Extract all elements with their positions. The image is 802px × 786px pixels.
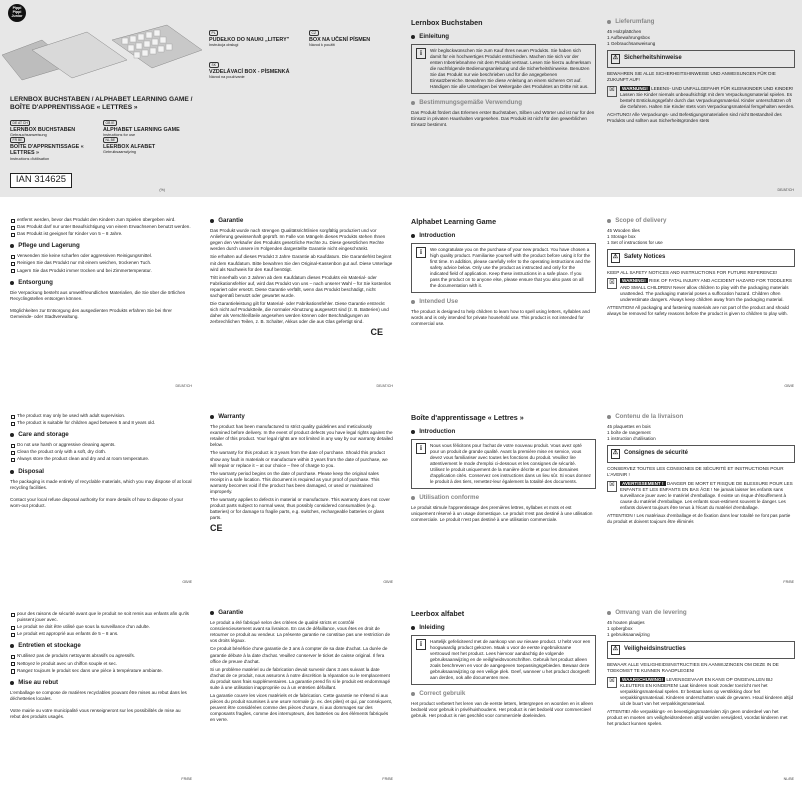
cover-lang-nl: NL BE LEERBOX ALFABET Gebruiksaanwijzing xyxy=(103,138,156,155)
de-disposal-1: Die Verpackung besteht aus umweltfreundlichen Materialien, die Sie über die örtlichen Recyclingstellen entsorgen können. xyxy=(10,289,186,301)
gb-warranty-4: The warranty applies to defects in material or manufacture. This warranty does not cover product parts subject to normal wear, thus possibly considered consumables (e.g. batteries) or for damage to fragile parts, e.g. switches, rechargeable batteries or glass parts. xyxy=(210,496,390,521)
fr-safety-heading: ⚠ Consignes de sécurité xyxy=(607,445,795,463)
nl-warning: ☒ WAARSCHUWING! LEVENSGEVAAR EN KANS OP ONGEVALLEN BIJ KLEUTERS EN KINDEREN! Laat kinderen nooit zonder toezicht met het verpakkingsmateriaal spelen. Er bestaat kans op verstikking door het verpakkingsmateriaal. Kinderen onderschatten vaak de gevaren. Houd kinderen altijd uit de buurt van het verpakkingsmateriaal. xyxy=(607,677,795,707)
ian-number: IAN 314625 xyxy=(10,173,72,188)
gb-warranty-2: The warranty for this product is 3 years from the date of purchase. Should this product show any fault in materials or manufacture within 3 years from the date of purchase, we will repair or replace it – at our choice – free of charge to you. xyxy=(210,450,388,468)
de-warranty-4: Die Garantieleistung gilt für Material- oder Fabrikationsfehler. Diese Garantie erstreckt sich nicht auf Produktteile, die normaler Abnutzung ausgesetzt sind (z. B. Batterien) und daher als Verschleißteile angesehen werden können oder Beschädigungen an zerbrechlichen Teilen, z. B. Schalter, Akkus oder die aus Glas gefertigt sind. xyxy=(210,300,389,325)
nl-title: Leerbox alfabet xyxy=(411,609,465,618)
cover-panel xyxy=(0,0,401,197)
de-footer-1: DE/AT/CH xyxy=(777,188,794,193)
fr-attention: ATTENTION ! Les matériaux d'emballage et de fixation dans leur totalité ne font pas partie du produit et doivent toujours être éliminés xyxy=(607,512,791,524)
nl-page-1 xyxy=(401,589,802,786)
de-warning: ☒ WARNUNG! LEBENS- UND UNFALLGEFAHR FÜR KLEINKINDER UND KINDER! Lassen Sie Kinder niemals unbeaufsichtigt mit dem Verpackungsmaterial spielen. Es besteht Erstickungsgefahr durch das Verpackungsmaterial. Kinder unterschätzen oft die Gefahren. Halten Sie Kinder stets vom Verpackungsmaterial ferngehalten werden. xyxy=(607,86,795,110)
de-scope-heading: Lieferumfang xyxy=(607,18,795,26)
cover-main-title: LERNBOX BUCHSTABEN / ALPHABET LEARNING GAME / BOÎTE D'APPRENTISSAGE « LETTRES » xyxy=(10,96,193,111)
info-icon: i xyxy=(416,639,426,650)
de-footer-3: DE/AT/CH xyxy=(376,384,393,389)
de-care-list: Verwenden Sie keine scharfen oder aggressiven Reinigungsmittel. Reinigen Sie das Produkt nur mit einem weichen, trockenen Tuch. Lagern Sie das Produkt immer trocken und bei Zimmertemperatur. xyxy=(10,253,192,273)
de-disposal-2: Möglichkeiten zur Entsorgung des ausgedienten Produkts erfahren Sie bei Ihrer Gemeinde- oder Stadtverwaltung. xyxy=(10,307,172,319)
gb-care-heading: Care and storage xyxy=(10,431,192,439)
fr-care-list: N'utilisez pas de produits nettoyants abrasifs ou agressifs. Nettoyez le produit avec un chiffon souple et sec. Rangez toujours le produit sec dans une pièce à température ambiante. xyxy=(10,653,192,673)
gb-disposal-1: The packaging is made entirely of recyclable materials, which you may dispose of at local recycling facilities. xyxy=(10,478,192,490)
fr-page-1 xyxy=(401,393,802,589)
fr-use-text: Le produit stimule l'apprentissage des premières lettres, syllabes et mots et est uniquement réservé à un usage domestique. Le produit n'est pas destiné à une utilisation commerciale. Le produit n'est pas destiné à une utilisation commerciale. xyxy=(411,505,593,523)
gb-attention: ATTENTION! All packaging and fastening materials are not part of the product and should always be removed for safety reasons before the product is given to children to play with. xyxy=(607,304,789,316)
fr-safety-keep: CONSERVEZ TOUTES LES CONSIGNES DE SÉCURITÉ ET INSTRUCTIONS POUR L'AVENIR ! xyxy=(607,466,784,478)
gb-warning: ☒ WARNING! RISK OF FATAL INJURY AND ACCIDENT HAZARD FOR TODDLERS AND SMALL CHILDREN! Never allow children to play with the packaging materials unattended. The packaging material poses a suffocation hazard. Children often underestimate dangers. Always keep children away from the packaging material. xyxy=(607,278,795,302)
de-footer-2: DE/AT/CH xyxy=(175,384,192,389)
gb-page-3 xyxy=(200,393,401,589)
de-disposal-heading: Entsorgung xyxy=(10,279,192,287)
fr-disposal-1: L'emballage se compose de matières recyclables pouvant être mises au rebut dans les déchetteries locales. xyxy=(10,689,187,701)
fr-scope-list: 45 plaquettes en bois 1 boîte de rangement 1 instruction d'utilisation xyxy=(607,424,656,442)
fr-page-2 xyxy=(0,589,200,786)
nl-safety-keep: BEWAAR ALLE VEILIGHEIDSINSTRUCTIES EN AANWIJZINGEN OM DEZE IN DE TOEKOMST TE KUNNEN RAADPLEGEN! xyxy=(607,662,779,674)
nl-scope-list: 45 houten plaatjes 1 opbergbox 1 gebruiksaanwijzing xyxy=(607,620,650,638)
child-warning-icon: ☒ xyxy=(607,278,617,289)
warning-icon: ⚠ xyxy=(611,645,620,655)
gb-safety-keep: KEEP ALL SAFETY NOTICES AND INSTRUCTIONS FOR FUTURE REFERENCE! xyxy=(607,270,778,276)
gb-footer-1: GB/IE xyxy=(784,384,794,389)
de-safety-keep: BEWAHREN SIE ALLE SICHERHEITSHINWEISE UND ANWEISUNGEN FÜR DIE ZUKUNFT AUF! xyxy=(607,71,776,83)
fr-care-heading: Entretien et stockage xyxy=(10,642,192,650)
fr-warranty-1: Le produit a été fabriqué selon des critères de qualité stricts et contrôlé consciencieusement avant sa livraison. En cas de défaillance, vous êtes en droit de retourner ce produit au vendeur. La présente garantie ne constitue pas une restriction de vos droits légaux. xyxy=(210,620,391,644)
gb-footer-2: GB/IE xyxy=(182,580,192,585)
fr-intro-box: i Nous vous félicitons pour l'achat de votre nouveau produit. Vous avez opté pour un produit de grande qualité. Avant la première mise en service, vous devez vous familiariser avec toutes les fonctions du produit. Veuillez lire attentivement le mode d'emploi ci-dessous et les consignes de sécurité. Utilisez le produit uniquement de la manière décrite et pour les domaines d'application cités. Conservez ces instructions dans un lieu sûr. Si vous donnez le produit à des tiers, remettez-leur également la totalité des documents. xyxy=(411,439,596,489)
info-icon: i xyxy=(416,48,426,59)
child-warning-icon: ☒ xyxy=(607,481,617,492)
info-icon: i xyxy=(416,247,426,258)
nl-scope-heading: Omvang van de levering xyxy=(607,609,795,617)
fr-warranty-heading: Garantie xyxy=(210,609,393,617)
gb-bullets: The product may only be used with adult supervision. The product is suitable for children aged between 5 and 8 years old. xyxy=(10,413,192,426)
gb-use-text: The product is designed to help children to learn how to spell using letters, syllables and words and is only intended for private household use. This product is not intended for commercial use. xyxy=(411,309,590,327)
gb-page-1 xyxy=(401,197,802,393)
cover-lang-pl: PL PUDEŁKO DO NAUKI „LITERY" Instrukcja obsługi xyxy=(209,31,290,48)
de-care-heading: Pflege und Lagerung xyxy=(10,242,192,250)
fr-footer-1: FR/BE xyxy=(783,580,794,585)
de-safety-heading: ⚠ Sicherheitshinweise xyxy=(607,50,795,68)
fr-warranty-3: Si un problème matériel ou de fabrication devait survenir dans 3 ans suivant la date d'achat de ce produit, nous assurons à notre discrétion la réparation ou le remplacement du produit sans frais supplémentaires. La garantie prend fin si le produit est endommagé suite à une utilisation inappropriée ou à un entretien défaillant. xyxy=(210,666,391,690)
nl-footer-1: NL/BE xyxy=(783,777,794,782)
gb-disposal-heading: Disposal xyxy=(10,468,192,476)
gb-scope-list: 45 Wooden tiles 1 Storage box 1 Set of instructions for use xyxy=(607,228,663,246)
ce-mark: CE xyxy=(210,523,223,534)
gb-intro-box: i We congratulate you on the purchase of your new product. You have chosen a high quality product. Familiarise yourself with the product before using it for the first time. In addition, please carefully refer to the operating instructions and the safety advice below. Only use the product as instructed and only for the indicated field of application. Keep these instructions in a safe place. If you pass the product on to anyone else, please ensure that you also pass on all the documentation with it. xyxy=(411,243,596,293)
fr-title: Boîte d'apprentissage « Lettres » xyxy=(411,413,524,422)
gb-scope-heading: Scope of delivery xyxy=(607,217,795,225)
gb-disposal-2: Contact your local refuse disposal authority for more details of how to dispose of your worn-out product. xyxy=(10,496,184,508)
de-use-heading: Bestimmungsgemäße Verwendung xyxy=(411,99,596,107)
fr-disposal-2: Votre mairie ou votre municipalité vous renseigneront sur les possibilités de mise au rebut des produits usagés. xyxy=(10,707,181,719)
product-illustration xyxy=(2,20,202,90)
gb-intro-heading: Introduction xyxy=(411,232,596,240)
fr-scope-heading: Contenu de la livraison xyxy=(607,413,795,421)
nl-attention: ATTENTIE! Alle verpakkings- en bevestigingsmaterialen zijn geen onderdeel van het product en moeten om veiligheidsredenen altijd worden verwijderd, voordat kinderen met het product kunnen spelen. xyxy=(607,708,788,726)
warning-icon: ⚠ xyxy=(611,253,620,263)
info-icon: i xyxy=(416,443,426,454)
gb-warranty-heading: Warranty xyxy=(210,413,393,421)
nl-intro-heading: Inleiding xyxy=(411,624,596,632)
gb-title: Alphabet Learning Game xyxy=(411,217,497,226)
de-page-2 xyxy=(0,197,200,393)
de-warranty-1: Das Produkt wurde nach strengen Qualitätsrichtlinien sorgfältig produziert und vor Anlieferung gewissenhaft geprüft. Im Falle von Mängeln dieses Produkts stehen Ihnen gegen den Verkäufer des Produkts gesetzliche Rechte zu. Diese gesetzlichen Rechte werden durch unsere im Folgenden dargestellte Garantie nicht eingeschränkt. xyxy=(210,228,386,252)
de-warranty-heading: Garantie xyxy=(210,217,393,225)
cover-footer: (%) xyxy=(159,188,165,193)
gb-page-2 xyxy=(0,393,200,589)
fr-page-3 xyxy=(200,589,401,786)
nl-safety-heading: ⚠ Veiligheidsinstructies xyxy=(607,641,795,659)
fr-footer-3: FR/BE xyxy=(382,777,393,782)
warning-icon: ⚠ xyxy=(611,54,620,64)
cover-lang-gb: GB IE ALPHABET LEARNING GAME Instructions for use xyxy=(103,121,180,138)
brand-logo: Pippi Pippi Junior xyxy=(8,4,26,22)
fr-warning: ☒ AVERTISSEMENT ! DANGER DE MORT ET RISQUE DE BLESSURE POUR LES ENFANTS ET LES ENFANTS EN BAS ÂGE ! Ne jamais laisser les enfants sans surveillance jouer avec le matériel d'emballage. Il existe un risque d'étouffement à cause du matériel d'emballage. Les enfants sous-estiment souvent le danger. Les enfants doivent toujours être tenus à l'écart du matériel d'emballage. xyxy=(607,481,795,511)
cover-lang-cz: CZ BOX NA UČENÍ PÍSMEN Návod k použití xyxy=(309,31,371,48)
de-intro-box: i Wir beglückwünschen Sie zum Kauf Ihres neuen Produkts. Sie haben sich damit für ein hochwertiges Produkt entschieden. Machen Sie sich vor der ersten Inbetriebnahme mit dem Produkt vertraut. Lesen Sie hierzu aufmerksam die nachfolgende Bedienungsanleitung und die Sicherheitshinweise. Benutzen Sie das Produkt nur wie beschrieben und für die angegebenen Einsatzbereiche. Bewahren Sie diese Anleitung an einem sicheren Ort auf. Händigen Sie alle Unterlagen bei Weitergabe des Produktes an Dritte mit aus. xyxy=(411,44,596,94)
cover-lang-sk: SK VZDELÁVACÍ BOX - PÍSMENKÁ Návod na používanie xyxy=(209,63,290,80)
fr-warranty-4: La garantie couvre les vices matériels et de fabrication. Cette garantie ne s'étend ni aux pièces du produit soumises à une usure normale (p. ex. des piles) et qui, par conséquent, peuvent être considérées comme des pièces d'usure, ni aux dommages sur des composants fragiles, comme des interrupteurs, des batteries ou des éléments fabriqués en verre. xyxy=(210,692,393,723)
gb-care-list: Do not use harsh or aggressive cleaning agents. Clean the product only with a soft, dry cloth. Always store the product clean and dry and at room temperature. xyxy=(10,442,192,462)
nl-intro-box: i Hartelijk gefeliciteerd met de aankoop van uw nieuwe product. U hebt voor een hoogwaardig product gekozen. Maak u voor de eerste ingebruikname vertrouwd met het product. Lees hiervoor aandachtig de volgende gebruiksaanwijzing en de veiligheidsvoorschriften. Gebruik het product alleen zoals beschreven en voor de aangegeven toepassingsgebieden. Bewaar deze gebruiksaanwijzing op een veilige plek. Geef, wanneer u het product doorgeeft aan derden, ook alle documenten mee. xyxy=(411,635,596,685)
fr-bullets: pour des raisons de sécurité avant que le produit ne soit remis aux enfants afin qu'ils puissent jouer avec. Le produit ne doit être utilisé que sous la surveillance d'un adulte. Le produit est approprié aux enfants de 5 – 8 ans. xyxy=(10,611,192,637)
de-intro-heading: Einleitung xyxy=(411,33,596,41)
child-warning-icon: ☒ xyxy=(607,86,617,97)
fr-footer-2: FR/BE xyxy=(181,777,192,782)
de-warranty-3: Tritt innerhalb von 3 Jahren ab dem Kaufdatum dieses Produkts ein Material- oder Fabrikationsfehler auf, wird das Produkt von uns – nach unserer Wahl – für Sie kostenlos repariert oder ersetzt. Diese Garantie verfällt, wenn das Produkt beschädigt, nicht sachgemäß benutzt oder gewartet wurde. xyxy=(210,274,391,298)
gb-warranty-1: The product has been manufactured to strict quality guidelines and meticulously examined before delivery. In the event of product defects you have legal rights against the retailer of this product. Your legal rights are not limited in any way by our warranty detailed below. xyxy=(210,424,393,448)
child-warning-icon: ☒ xyxy=(607,677,617,688)
fr-disposal-heading: Mise au rebut xyxy=(10,679,192,687)
de-warranty-2: Sie erhalten auf dieses Produkt 3 Jahre Garantie ab Kaufdatum. Die Garantiefrist beginnt mit dem Kaufdatum. Bitte bewahren Sie den Original-Kassenbon gut auf. Diese Unterlage wird als Nachweis für den Kauf benötigt. xyxy=(210,254,393,272)
de-attention: ACHTUNG! Alle Verpackungs- und Befestigungsmaterialien sind nicht Bestandteil des Produkts und sollten aus Sicherheitsgründen stets xyxy=(607,111,782,123)
fr-intro-heading: Introduction xyxy=(411,428,596,436)
warning-icon: ⚠ xyxy=(611,449,620,459)
nl-use-heading: Correct gebruik xyxy=(411,690,596,698)
fr-warranty-2: Ce produit bénéficie d'une garantie de 3 ans à compter de sa date d'achat. La durée de garantie débute à la date d'achat. Veuillez conserver le ticket de caisse original. Il fera office de preuve d'achat. xyxy=(210,646,388,664)
cover-lang-de: DE AT CH LERNBOX BUCHSTABEN Gebrauchsanweisung xyxy=(10,121,76,138)
de-use-text: Das Produkt fördert das Erlernen erster Buchstaben, Silben und Wörter und ist nur für den Einsatz in privaten Haushalten vorgesehen. Das Produkt ist nicht für den gewerblichen Einsatz bestimmt. xyxy=(411,110,595,128)
gb-use-heading: Intended Use xyxy=(411,298,596,306)
de-page-3 xyxy=(200,197,401,393)
gb-warranty-3: The warranty period begins on the date of purchase. Please keep the original sales receipt in a safe location. This document is required as your proof of purchase. This warranty becomes void if the product has been damaged, or used or maintained improperly. xyxy=(210,470,380,494)
gb-footer-3: GB/IE xyxy=(383,580,393,585)
cover-lang-fr: FR BE BOÎTE D'APPRENTISSAGE « LETTRES » Instructions d'utilisation xyxy=(10,138,84,161)
gb-safety-heading: ⚠ Safety Notices xyxy=(607,249,795,267)
fr-use-heading: Utilisation conforme xyxy=(411,494,596,502)
nl-use-text: Het product verbetert het leren van de eerste letters, lettergrepen en woorden en is alleen bedoeld voor gebruik in privéhuishoudens. Het product is niet bedoeld voor commercieel gebruik. Het product is niet geschikt voor commerciële doeleinden. xyxy=(411,701,594,719)
de-bullets: entfernt werden, bevor das Produkt den Kindern zum Spielen übergeben wird. Das Produkt darf nur unter Beaufsichtigung von einem Erwachsenen benutzt werden. Das Produkt ist geeignet für Kinder von 5 – 8 Jahre. xyxy=(10,217,192,237)
ce-mark: CE xyxy=(370,327,383,338)
de-title: Lernbox Buchstaben xyxy=(411,18,483,27)
de-page-1 xyxy=(401,0,802,197)
de-scope-list: 45 Holzplättchen 1 Aufbewahrungsbox 1 Gebrauchsanweisung xyxy=(607,29,656,47)
